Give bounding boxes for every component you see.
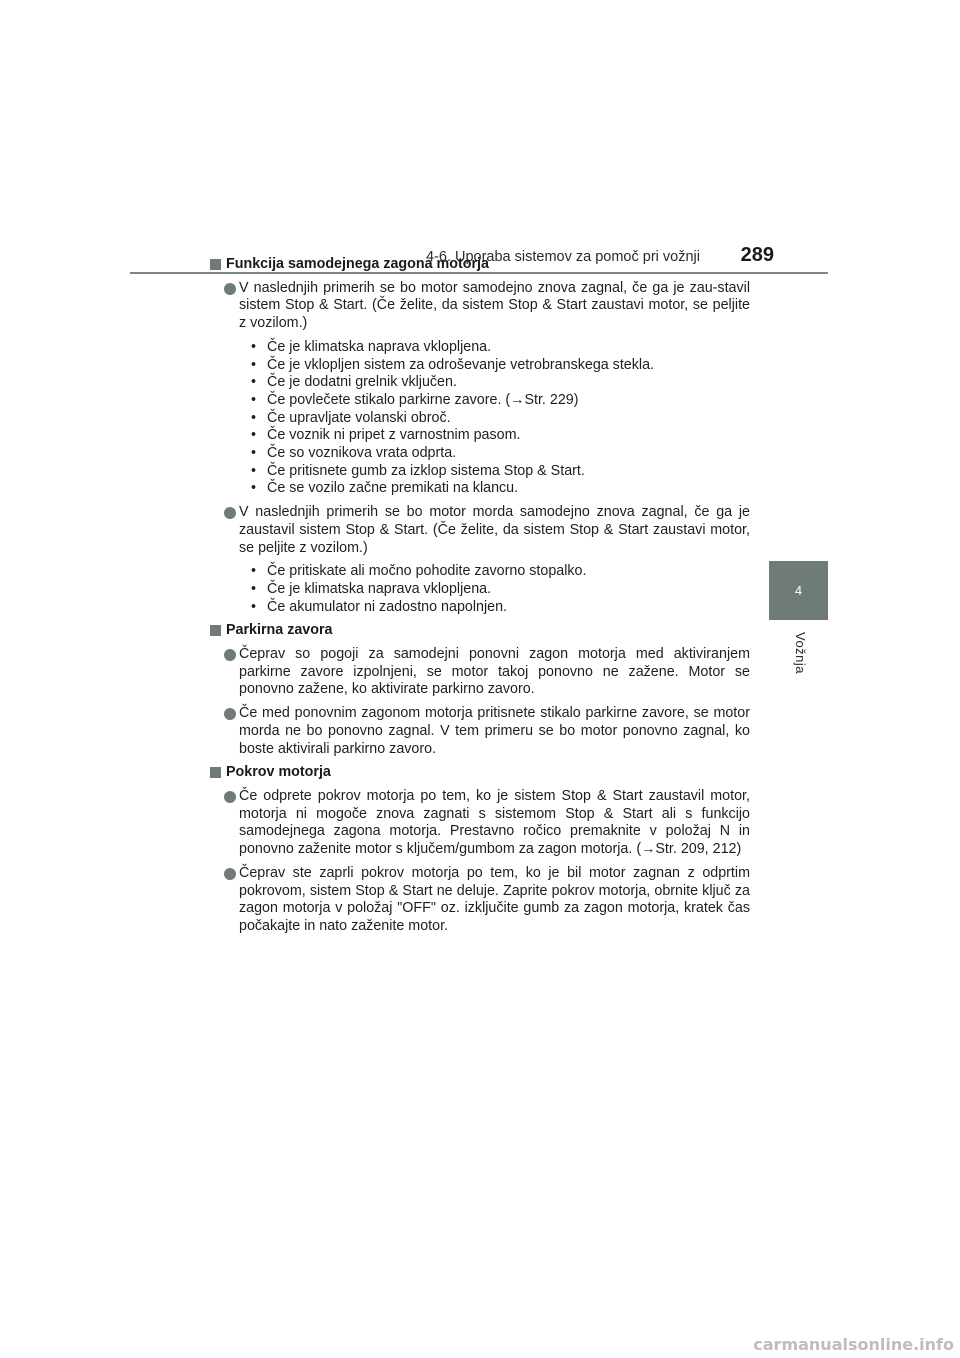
sub-list-item: • Če je dodatni grelnik vključen. — [239, 374, 750, 392]
sub-list-item: • Če pritiskate ali močno pohodite zavorno stopalko. — [239, 563, 750, 581]
sub-list-item: • Če je vklopljen sistem za odroševanje vetrobranskega stekla. — [239, 357, 750, 375]
round-bullet-icon — [224, 649, 236, 661]
section-auto-restart — [210, 256, 750, 616]
round-bullet-icon — [224, 507, 236, 519]
round-bullet-icon — [224, 708, 236, 720]
sub-list-item: • Če je klimatska naprava vklopljena. — [239, 581, 750, 599]
section-heading: Pokrov motorja — [210, 764, 750, 782]
square-bullet-icon — [210, 767, 221, 778]
sub-list-item: • Če voznik ni pripet z varnostnim pasom. — [239, 427, 750, 445]
square-bullet-icon — [210, 625, 221, 636]
bullet-item: Če med ponovnim zagonom motorja pritisnete stikalo parkirne zavore, se motor morda ne bo ponovno zagnal. V tem primeru se bo motor ponovno zagnal, ko boste aktivirali parkirno zavoro. — [210, 705, 750, 758]
round-bullet-icon — [224, 791, 236, 803]
sub-list-item: • Če se vozilo začne premikati na klancu. — [239, 480, 750, 498]
section-parking-brake — [210, 622, 750, 758]
chapter-tab-label: Vožnja — [793, 632, 808, 675]
page-content — [210, 252, 750, 942]
section-engine-hood — [210, 764, 750, 935]
page-number: 289 — [740, 244, 774, 266]
bullet-item: Čeprav ste zaprli pokrov motorja po tem, ko je bil motor zagnan z odprtim pokrovom, sistem Stop & Start ne deluje. Zaprite pokrov motorja, obrnite ključ za zagon motorja v položaj "OFF" oz. izključite gumb za zagon motorja, kratek čas počakajte in nato zaženite motor. — [210, 865, 750, 936]
round-bullet-icon — [224, 868, 236, 880]
sub-list-item: • Če povlečete stikalo parkirne zavore. (→Str. 229) — [239, 392, 750, 410]
chapter-tab — [769, 561, 828, 620]
sub-list-item: • Če upravljate volanski obroč. — [239, 410, 750, 428]
watermark: carmanualsonline.info — [753, 1335, 954, 1354]
sub-list-item: • Če je klimatska naprava vklopljena. — [239, 339, 750, 357]
bullet-item: V naslednjih primerih se bo motor samodejno znova zagnal, če ga je zau-stavil sistem Stop & Start. (Če želite, da sistem Stop & Start zaustavi motor, se peljite z vozilom.) • Če je klimatska naprava vklopljena. • Če je vklopljen sistem za odroševanje vetrobranskega stekla. • Če je dodatni grelnik vključen. • Če povlečete stikalo parkirne zavore. (→Str. 229) • Če upravljate volanski obroč. • Če voznik ni pripet z varnostnim pasom. • Če so voznikova vrata odprta. • Če pritisnete gumb za izklop sistema Stop & Start. • Če se vozilo začne premikati na klancu. — [210, 280, 750, 498]
sub-list-item: • Če pritisnete gumb za izklop sistema Stop & Start. — [239, 463, 750, 481]
round-bullet-icon — [224, 283, 236, 295]
bullet-item: Čeprav so pogoji za samodejni ponovni zagon motorja med aktiviranjem parkirne zavore izpolnjeni, se motor takoj ponovno ne zažene. Motor se ponovno zažene, ko aktivirate parkirno zavoro. — [210, 646, 750, 699]
chapter-tab-number: 4 — [794, 583, 803, 598]
section-heading: Parkirna zavora — [210, 622, 750, 640]
section-heading: Funkcija samodejnega zagona motorja — [210, 256, 750, 274]
sub-list — [239, 563, 750, 616]
bullet-item: Če odprete pokrov motorja po tem, ko je sistem Stop & Start zaustavil motor, motorja ni mogoče znova zagnati s sistemom Stop & Start ali s funkcijo samodejnega zagona motorja. Prestavno ročico premaknite v položaj N in ponovno zaženite motor s ključem/gumbom za zagon motorja. (→Str. 209, 212) — [210, 788, 750, 859]
sub-list-item: • Če so voznikova vrata odprta. — [239, 445, 750, 463]
sub-list — [239, 339, 750, 498]
sub-list-item: • Če akumulator ni zadostno napolnjen. — [239, 599, 750, 617]
square-bullet-icon — [210, 259, 221, 270]
page-header — [130, 0, 828, 273]
chapter-title: 4-6. Uporaba sistemov za pomoč pri vožnji — [425, 249, 700, 265]
bullet-item: V naslednjih primerih se bo motor morda samodejno znova zagnal, če ga je zaustavil sistem Stop & Start. (Če želite, da sistem Stop & Start zaustavi motor, se peljite z vozilom.) • Če pritiskate ali močno pohodite zavorno stopalko. • Če je klimatska naprava vklopljena. • Če akumulator ni zadostno napolnjen. — [210, 504, 750, 616]
